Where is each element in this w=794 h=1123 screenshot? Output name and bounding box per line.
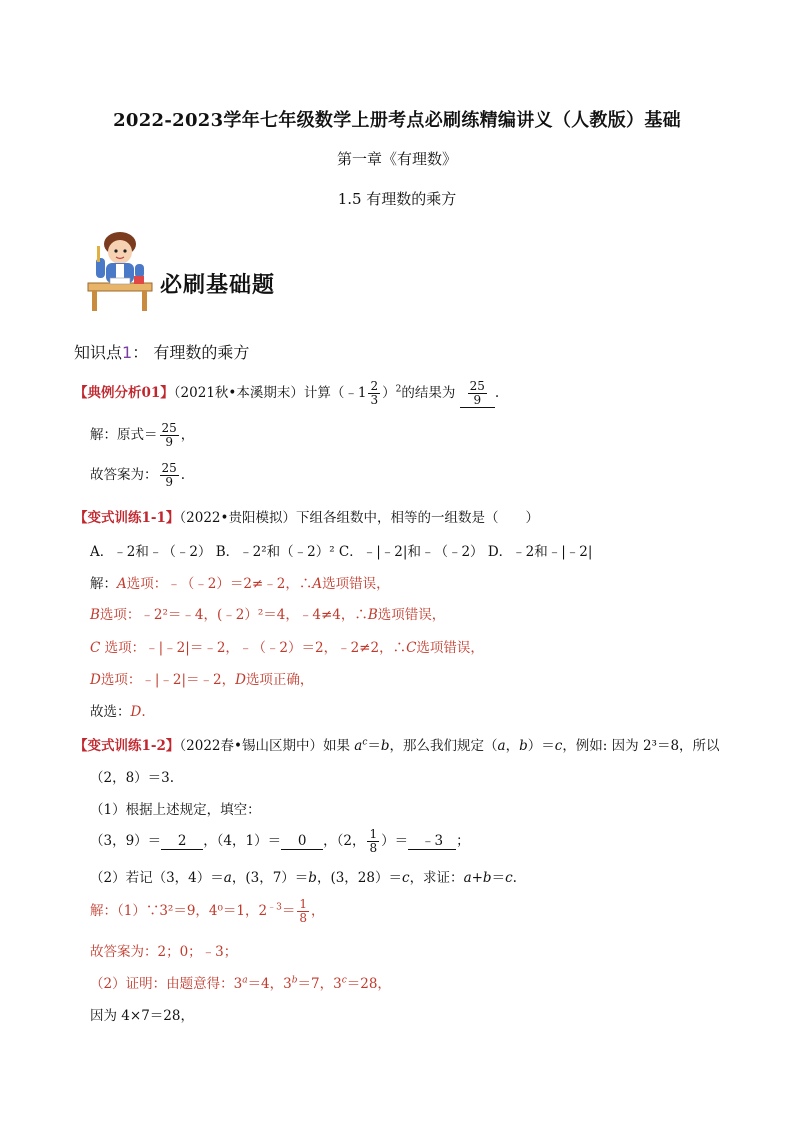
- variant-1-2-part2-prompt: [90, 866, 517, 886]
- option-letter: D: [90, 672, 101, 688]
- denominator: 9: [165, 475, 173, 489]
- option-letter: C: [90, 640, 101, 656]
- question-text: （3，9）＝: [90, 833, 162, 849]
- denominator: 8: [299, 911, 307, 925]
- variable: c: [554, 738, 563, 754]
- question-text: .: [512, 870, 517, 886]
- kp-name: 有理数的乘方: [153, 343, 250, 362]
- fraction: [160, 462, 179, 489]
- variant-1-1-options: A．﹣2和﹣（﹣2） B．﹣2²和（﹣2）² C．﹣|﹣2|和﹣（﹣2） D．﹣2和﹣|﹣2|: [90, 544, 593, 560]
- variable: b: [308, 870, 317, 886]
- question-text: 的结果为: [401, 385, 460, 401]
- variable: a: [354, 738, 363, 754]
- variant-1-2-solution-1: [90, 898, 324, 925]
- question-text: ）: [382, 385, 396, 401]
- option-letter: D: [130, 704, 142, 720]
- example-tag: 【变式训练1-1】: [74, 510, 180, 526]
- variant-1-1-solution-d: [90, 668, 313, 688]
- solution-text: 选项正确，: [245, 672, 314, 688]
- student-at-desk-illustration: [82, 228, 158, 312]
- question-text: ；: [456, 833, 470, 849]
- variant-1-1-solution-b: [90, 603, 445, 623]
- question-text: ＝: [367, 738, 381, 754]
- knowledge-point-heading: [74, 340, 249, 363]
- question-text: ，(3，28）＝: [316, 870, 402, 886]
- option-letter: D: [235, 672, 246, 688]
- exponent: c: [362, 737, 368, 748]
- example-01-question: [74, 380, 499, 408]
- question-text: ，例如: 因为 2³＝8，所以: [562, 738, 720, 754]
- question-text: ，求证：: [409, 870, 464, 886]
- example-tag: 【典例分析01】: [74, 385, 174, 401]
- solution-text: ，: [310, 903, 325, 919]
- exponent: 2: [395, 384, 402, 395]
- variable: b: [380, 738, 390, 754]
- answer-blank: 2: [161, 833, 203, 850]
- variant-1-2-proof-line-2: 因为 4×7＝28，: [90, 1008, 194, 1024]
- variable: a: [497, 738, 506, 754]
- fraction: [367, 828, 379, 855]
- denominator: 9: [165, 435, 173, 449]
- question-text: ）＝: [381, 833, 409, 849]
- solution-text: 故答案为：: [90, 467, 158, 483]
- question-text: （2021秋•本溪期末）计算（﹣1: [173, 385, 367, 401]
- solution-text: ＝: [281, 903, 296, 919]
- solution-text: 选项错误，: [322, 576, 390, 592]
- solution-text: ＝7，3: [297, 976, 342, 992]
- solution-text: 选项：﹣2²＝﹣4，(﹣2）²＝4，﹣4≠4，∴: [99, 607, 368, 623]
- variant-1-2-part1-prompt: （1）根据上述规定，填空：: [90, 802, 261, 818]
- variable: b: [519, 738, 528, 754]
- basic-exercises-banner: 必刷基础题: [160, 273, 276, 298]
- numerator: 25: [161, 461, 177, 475]
- variant-1-1-solution-a: [90, 572, 390, 592]
- kp-number: 1: [122, 343, 133, 362]
- chapter-title: 第一章《有理数》: [336, 150, 457, 168]
- option-letter: B: [90, 607, 100, 623]
- solution-text: 解：原式＝: [90, 427, 158, 443]
- question-text: ，（2，: [323, 833, 366, 849]
- numerator: 1: [369, 827, 378, 841]
- option-letter: A: [312, 576, 323, 592]
- solution-text: ＝28，: [346, 976, 391, 992]
- option-letter: B: [367, 607, 378, 623]
- solution-text: （2）证明：由题意得：3: [90, 976, 243, 992]
- example-tag: 【变式训练1-2】: [74, 738, 180, 754]
- answer-blank: [460, 380, 495, 408]
- question-text: ，那么我们规定（: [389, 738, 498, 754]
- example-01-final-answer: [90, 462, 185, 489]
- solution-text: 解：: [90, 576, 117, 592]
- variable: c: [505, 870, 513, 886]
- numerator: 2: [370, 379, 379, 393]
- solution-text: ，: [180, 427, 195, 443]
- variant-1-1-final-answer: [90, 700, 146, 720]
- fraction: [160, 422, 179, 449]
- section-title: 1.5 有理数的乘方: [337, 190, 457, 208]
- kp-sep: ：: [132, 343, 149, 362]
- kp-prefix: 知识点: [74, 343, 123, 362]
- numerator: 25: [469, 379, 485, 393]
- numerator: 25: [161, 421, 177, 435]
- variable: a: [223, 870, 232, 886]
- document-title: 2022-2023学年七年级数学上册考点必刷练精编讲义（人教版）基础: [113, 110, 681, 131]
- option-letter: A: [117, 576, 127, 592]
- question-text: ，（4，1）＝: [203, 833, 282, 849]
- solution-text: .: [141, 704, 146, 720]
- question-text: （2）若记（3，4）＝: [90, 870, 224, 886]
- exponent: ﹣3: [267, 902, 282, 913]
- denominator: 3: [370, 393, 379, 407]
- question-text: .: [494, 385, 500, 401]
- question-text: ＝: [491, 870, 506, 886]
- example-01-solution: [90, 422, 194, 449]
- question-text: ，(3，7）＝: [231, 870, 309, 886]
- exponent: a: [242, 975, 248, 986]
- solution-text: 选项错误，: [377, 607, 446, 623]
- fraction: [297, 898, 309, 925]
- solution-text: 选项：﹣|﹣2|＝﹣2，﹣（﹣2）＝2，﹣2≠2，∴: [100, 640, 407, 656]
- denominator: 8: [369, 841, 378, 855]
- variant-1-2-fill-line: [90, 828, 470, 855]
- exponent: c: [341, 975, 347, 986]
- solution-text: .: [180, 467, 186, 483]
- answer-fraction: [468, 380, 487, 407]
- question-text: ，: [505, 738, 520, 754]
- solution-text: 选项：﹣|﹣2|＝﹣2，: [100, 672, 236, 688]
- exponent: b: [291, 975, 298, 986]
- variant-1-2-final-answer: 故答案为：2；0；﹣3；: [90, 944, 238, 960]
- solution-text: 解：（1）∵3²＝9，4⁰＝1，2: [90, 903, 268, 919]
- answer-blank: ﹣3: [408, 829, 456, 850]
- expression: a+b: [463, 870, 492, 886]
- variant-1-1-question: [74, 506, 539, 526]
- question-text: （2022春•锡山区期中）如果: [179, 738, 355, 754]
- solution-text: 选项：﹣（﹣2）＝2≠﹣2，∴: [126, 576, 313, 592]
- solution-text: 选项错误，: [416, 640, 484, 656]
- numerator: 1: [299, 897, 307, 911]
- variable: c: [402, 870, 410, 886]
- question-text: （2022•贵阳模拟）下组各组数中，相等的一组数是（ ）: [179, 510, 539, 526]
- denominator: 9: [473, 393, 482, 407]
- variant-1-2-question: [74, 734, 720, 754]
- option-letter: C: [406, 640, 417, 656]
- solution-text: 故选：: [90, 704, 131, 720]
- question-text: ）＝: [527, 738, 555, 754]
- fraction: [368, 380, 380, 407]
- variant-1-1-solution-c: [90, 636, 484, 656]
- variant-1-2-proof-line: [90, 972, 391, 992]
- variant-1-2-question-cont: （2，8）＝3.: [90, 770, 175, 786]
- answer-blank: 0: [281, 833, 323, 850]
- solution-text: ＝4，3: [247, 976, 292, 992]
